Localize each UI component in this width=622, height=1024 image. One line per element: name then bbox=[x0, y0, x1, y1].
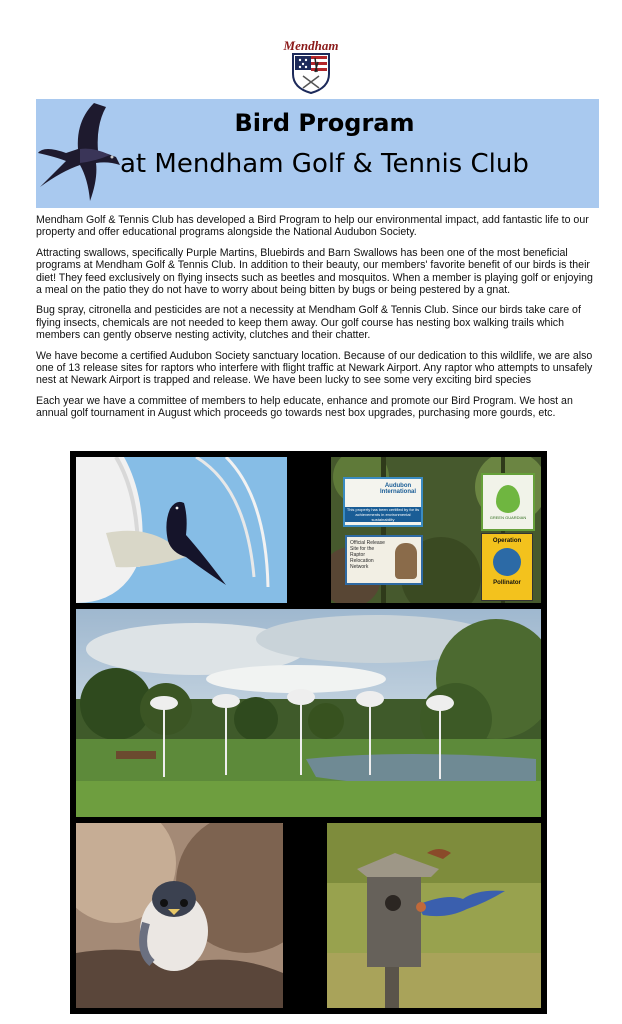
purple-martin-photo-icon bbox=[76, 457, 287, 603]
audubon-sign-title: Audubon International bbox=[379, 483, 416, 495]
paragraph: Attracting swallows, specifically Purple Martins, Bluebirds and Barn Swallows has been one of the most beneficial programs at Mendham Golf & Tennis Club. In addition to their beauty, our members' favorite benefit of our birds is their diet! They feed exclusively on flying insects such as beetles and mosquitos. When a member is playing golf or enjoying a meal on the patio they do not have to worry about being bitten by bugs or being pestered by a gnat. bbox=[36, 246, 593, 297]
article-body bbox=[36, 214, 596, 428]
paragraph: Bug spray, citronella and pesticides are not a necessity at Mendham Golf & Tennis Club. Since our birds take care of flying insects, chemicals are not needed to keep them away. Our golf course has nesting box walking trails which members can gently observe nesting activity, clutches and their chatter. bbox=[36, 304, 581, 342]
banner-subtitle: at Mendham Golf & Tennis Club bbox=[120, 149, 529, 179]
raptor-sign-text: Official Release Site for the Raptor Relocation Network bbox=[350, 540, 385, 570]
crest-icon bbox=[291, 52, 331, 94]
pollinator-sign bbox=[481, 533, 533, 601]
green-guardian-sign bbox=[481, 473, 535, 531]
paragraph: We have become a certified Audubon Society sanctuary location. Because of our dedication to this wildlife, we are also one of 13 release sites for raptors who interfere with flight traffic at Newark Airport. Any raptor who attempts to unsafely nest at Newark Airport is trapped and release. We have been lucky to see some very exciting bird species bbox=[36, 349, 593, 387]
baby-swallow-scene bbox=[76, 823, 283, 1008]
audubon-sign-note: This property has been certified by for its achievements in environmental sustainability bbox=[346, 507, 420, 522]
photo-certification-signs bbox=[331, 457, 541, 603]
logo-wordmark: Mendham bbox=[283, 38, 339, 53]
pollinator-icon bbox=[493, 548, 521, 576]
paragraph: Mendham Golf & Tennis Club has developed a Bird Program to help our environmental impact, add fantastic life to our property and offer educational programs alongside the National Audubon Society. bbox=[36, 214, 589, 239]
guardian-sign-text: GREEN GUARDIAN bbox=[489, 515, 527, 520]
golf-course-scene bbox=[76, 609, 541, 817]
title-banner bbox=[36, 99, 599, 208]
audubon-sign bbox=[343, 477, 423, 527]
paragraph: Each year we have a committee of members to help educate, enhance and promote our Bird Program. We host an annual golf tournament in August which proceeds go towards nest box upgrades, purchasing more gourds, etc. bbox=[36, 394, 573, 420]
photo-purple-martin bbox=[76, 457, 287, 603]
photo-collage bbox=[70, 451, 547, 1014]
drop-icon bbox=[496, 485, 520, 513]
raptor-sign bbox=[345, 535, 423, 585]
club-logo bbox=[277, 38, 345, 96]
operation-text: Operation bbox=[492, 538, 522, 544]
owl-icon bbox=[395, 543, 417, 579]
photo-golf-course-pond bbox=[76, 609, 541, 817]
photo-bluebird-nestbox bbox=[327, 823, 541, 1008]
pollinator-text: Pollinator bbox=[493, 580, 521, 586]
banner-title: Bird Program bbox=[234, 109, 415, 137]
bluebird-scene bbox=[327, 823, 541, 1008]
photo-baby-swallow bbox=[76, 823, 283, 1008]
